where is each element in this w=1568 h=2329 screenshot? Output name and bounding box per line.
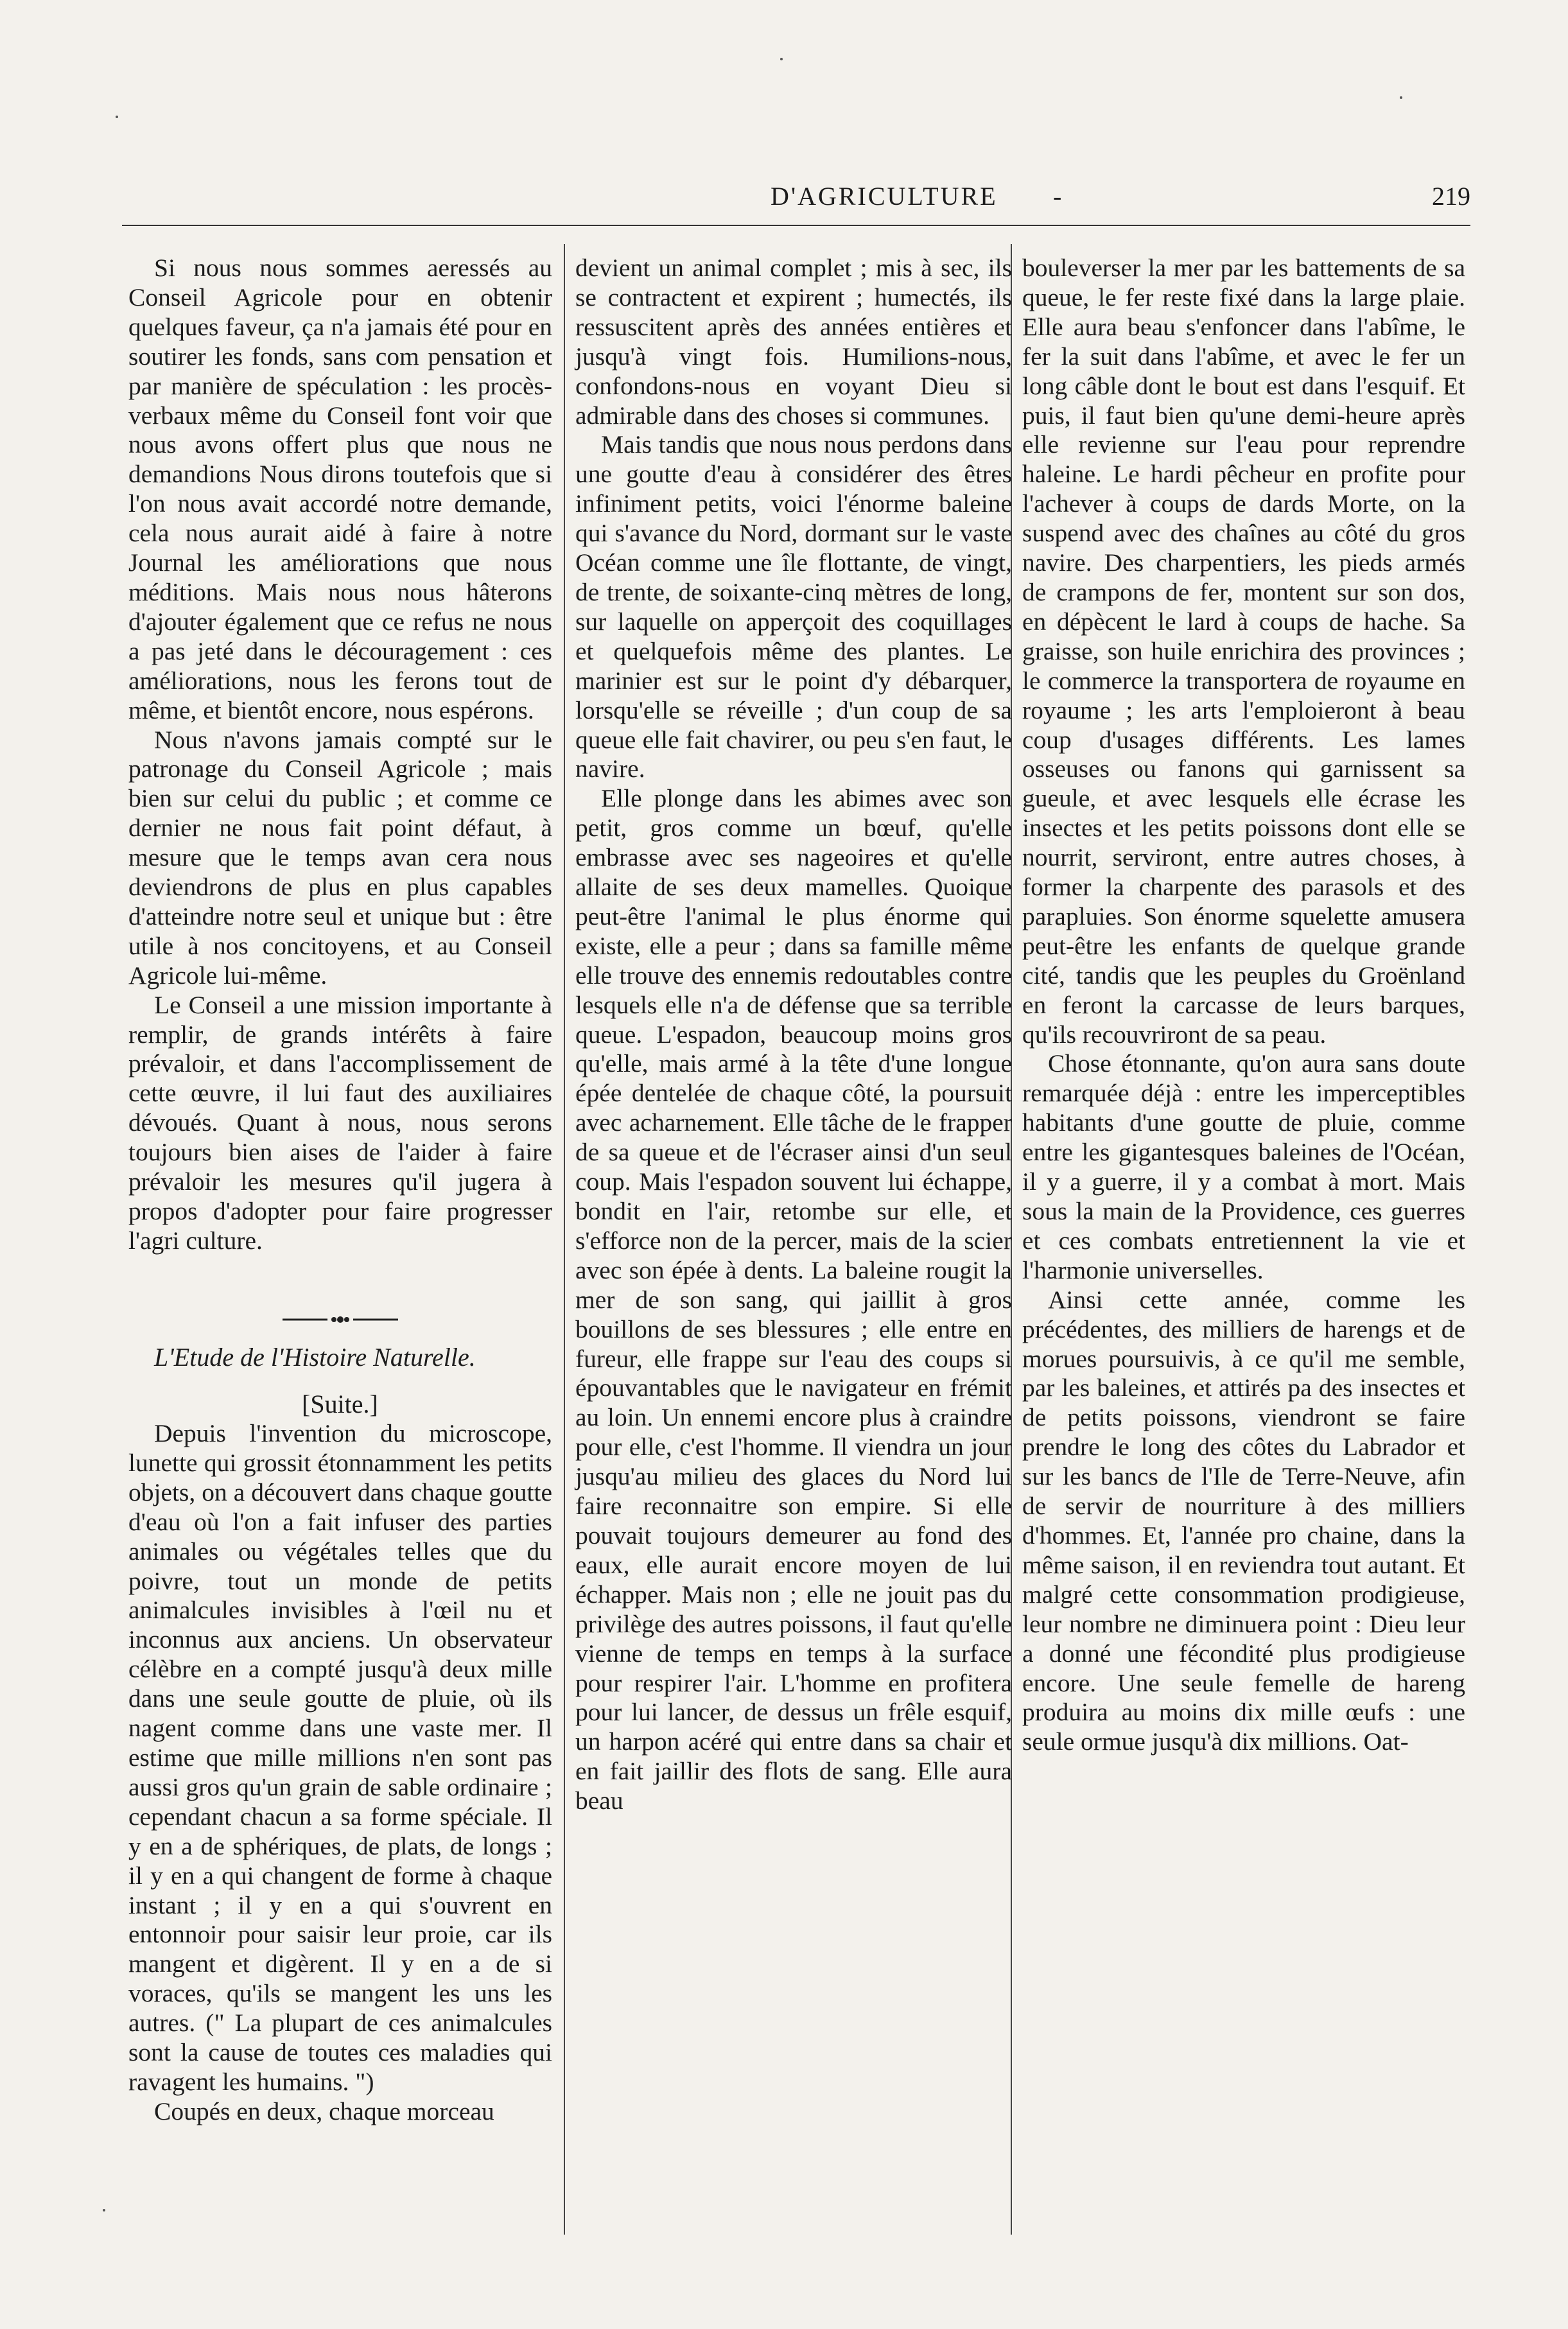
column-2 bbox=[575, 254, 1012, 1816]
section-title: L'Etude de l'Histoire Naturelle. bbox=[154, 1343, 476, 1372]
paragraph: devient un animal complet ; mis à sec, ils se contractent et expirent ; humectés, ils ressuscitent après des années entières et jusqu'à vingt fois. Humilions-nous, confondons-nous en voyant Dieu si admirable dans des choses si communes. bbox=[575, 254, 1012, 430]
print-speck bbox=[116, 116, 118, 118]
paragraph: Le Conseil a une mission importante à remplir, de grands intérêts à faire prévaloir, et dans l'accomplissement de cette œuvre, il lui faut des auxiliaires dévoués. Quant à nous, nous serons toujours bien aises de l'aider à faire prévaloir les mesures qu'il jugera à propos d'adopter pour faire progresser l'agri culture. bbox=[128, 990, 552, 1255]
paragraph: Ainsi cette année, comme les précédentes, des milliers de harengs et de morues poursuivis, à ce qu'il me semble, par les baleines, et attirés pa des insectes et de petits poissons, viendront se faire prendre le long des côtes du Labrador et sur les bancs de l'Ile de Terre-Neuve, afin de servir de nourriture à des milliers d'hommes. Et, l'année pro chaine, dans la même saison, il en reviendra tout autant. Et malgré cette consommation prodigieuse, leur nombre ne diminuera point : Dieu leur a donné une fécondité plus prodigieuse encore. Une seule femelle de hareng produira au moins dix mille œufs : une seule ormue jusqu'à dix millions. Oat- bbox=[1022, 1285, 1465, 1756]
page-header bbox=[96, 181, 1470, 226]
column-divider-1 bbox=[564, 244, 565, 2235]
paragraph: Mais tandis que nous nous perdons dans une goutte d'eau à considérer des êtres infiniment petits, voici l'énorme baleine qui s'avance du Nord, dormant sur le vaste Océan comme une île flottante, de vingt, de trente, de soixante-cinq mètres de long, sur laquelle on apperçoit des coquillages et quelquefois même des plantes. Le marinier est sur le point d'y débarquer, lorsqu'elle se réveille ; d'un coup de sa queue elle fait chavirer, ou peu s'en faut, le navire. bbox=[575, 430, 1012, 783]
section-ornament bbox=[283, 1313, 398, 1326]
page-number: 219 bbox=[1432, 182, 1470, 211]
print-speck bbox=[1400, 96, 1402, 99]
paragraph: Elle plonge dans les abimes avec son petit, gros comme un bœuf, qu'elle embrasse avec ses nageoires et qu'elle allaite de ses deux mamelles. Quoique peut-être l'animal le plus énorme qui existe, elle a peur ; dans sa famille même elle trouve des ennemis redoutables contre lesquels elle n'a de défense que sa terrible queue. L'espadon, beaucoup moins gros qu'elle, mais armé à la tête d'une longue épée dentelée de chaque côté, la poursuit avec acharnement. Elle tâche de le frapper de sa queue et de l'écraser ainsi d'un seul coup. Mais l'espadon souvent lui échappe, bondit en l'air, retombe sur elle, et s'efforce non de la percer, mais de la scier avec son épée à dents. La baleine rougit la mer de son sang, qui jaillit à gros bouillons de ses blessures ; elle entre en fureur, elle frappe sur l'eau des coups si épouvantables que le navigateur en frémit au loin. Un ennemi encore plus à craindre pour elle, c'est l'homme. Il viendra un jour jusqu'au milieu des glaces du Nord lui faire reconnaitre son empire. Si elle pouvait toujours demeurer au fond des eaux, elle aurait encore moyen de lui échapper. Mais non ; elle ne jouit pas du privilège des autres poissons, il faut qu'elle vienne de temps en temps à la surface pour respirer l'air. L'homme en profitera pour lui lancer, de dessus un frêle esquif, un harpon acéré qui entre dans sa chair et en fait jaillir des flots de sang. Elle aura beau bbox=[575, 784, 1012, 1815]
paragraph: bouleverser la mer par les battements de sa queue, le fer reste fixé dans la large plaie. Elle aura beau s'enfoncer dans l'abîme, le fer la suit dans l'abîme, et avec le fer un long câble dont le bout est dans l'esquif. Et puis, il faut bien qu'une demi-heure après elle revienne sur l'eau pour reprendre haleine. Le hardi pêcheur en profite pour l'achever à coups de dards Morte, on la suspend avec des chaînes au côté du gros navire. Des charpentiers, les pieds armés de crampons de fer, montent sur son dos, en dépècent le lard à coups de hache. Sa graisse, son huile enrichira des provinces ; le commerce la transportera de royaume en royaume ; les arts l'emploieront à beau coup d'usages différents. Les lames osseuses ou fanons qui garnissent sa gueule, et avec lesquels elle écrase les insectes et les petits poissons dont elle se nourrit, serviront, entre autres choses, à former la charpente des parasols et des parapluies. Son énorme squelette amusera peut-être les enfants de quelque grande cité, tandis que les peuples du Groënland en feront la carcasse de leurs barques, qu'ils recouvriront de sa peau. bbox=[1022, 254, 1465, 1049]
paragraph: Chose étonnante, qu'on aura sans doute remarquée déjà : entre les imperceptibles habitants d'une goutte de pluie, comme entre les gigantesques baleines de l'Océan, il y a guerre, il y a combat à mort. Mais sous la main de la Providence, ces guerres et ces combats entretiennent la vie et l'harmonie universelles. bbox=[1022, 1049, 1465, 1284]
column-3 bbox=[1022, 254, 1465, 1757]
column-1-top bbox=[128, 254, 552, 1256]
header-rule bbox=[122, 225, 1470, 226]
suite-label: [Suite.] bbox=[302, 1390, 378, 1418]
paragraph: Depuis l'invention du microscope, lunette qui grossit étonnamment les petits objets, on a découvert dans chaque goutte d'eau où l'on a fait infuser des parties animales ou végétales telles que du poivre, tout un monde de petits animalcules invisibles à l'œil nu et inconnus aux anciens. Un observateur célèbre en a compté jusqu'à deux mille dans une seule goutte de pluie, où ils nagent comme dans une vaste mer. Il estime que mille millions n'en sont pas aussi gros qu'un grain de sable ordinaire ; cependant chacun a sa forme spéciale. Il y en a de sphériques, de plats, de longs ; il y en a qui changent de forme à chaque instant ; il y en a qui s'ouvrent en entonnoir pour saisir leur proie, car ils mangent et digèrent. Il y en a de si voraces, qu'ils se mangent les uns les autres. (" La plupart de ces animalcules sont la cause de toutes ces maladies qui ravagent les humains. ") bbox=[128, 1419, 552, 2096]
running-title: D'AGRICULTURE bbox=[771, 182, 998, 211]
paragraph: Si nous nous sommes aeressés au Conseil Agricole pour en obtenir quelques faveur, ça n'a jamais été pour en soutirer les fonds, sans com pensation et par manière de spéculation : les procès-verbaux même du Conseil font voir que nous avons offert plus que nous ne demandions Nous dirons toutefois que si l'on nous avait accordé notre demande, cela nous aurait aidé à faire à notre Journal les améliorations que nous méditions. Mais nous nous hâterons d'ajouter également que ce refus ne nous a pas jeté dans le découragement : ces améliorations, nous les ferons tout de même, et bientôt encore, nous espérons. bbox=[128, 254, 552, 724]
paragraph: Nous n'avons jamais compté sur le patronage du Conseil Agricole ; mais bien sur celui du public ; et comme ce dernier ne nous fait point défaut, à mesure que le temps avan cera nous deviendrons de plus en plus capables d'atteindre notre seul et unique but : être utile à nos concitoyens, et au Conseil Agricole lui-même. bbox=[128, 725, 552, 990]
column-1-bottom bbox=[128, 1419, 552, 2127]
print-speck bbox=[103, 2209, 105, 2211]
print-speck bbox=[780, 58, 783, 60]
paragraph: Coupés en deux, chaque morceau bbox=[154, 2097, 494, 2125]
header-dash: - bbox=[1053, 182, 1062, 211]
